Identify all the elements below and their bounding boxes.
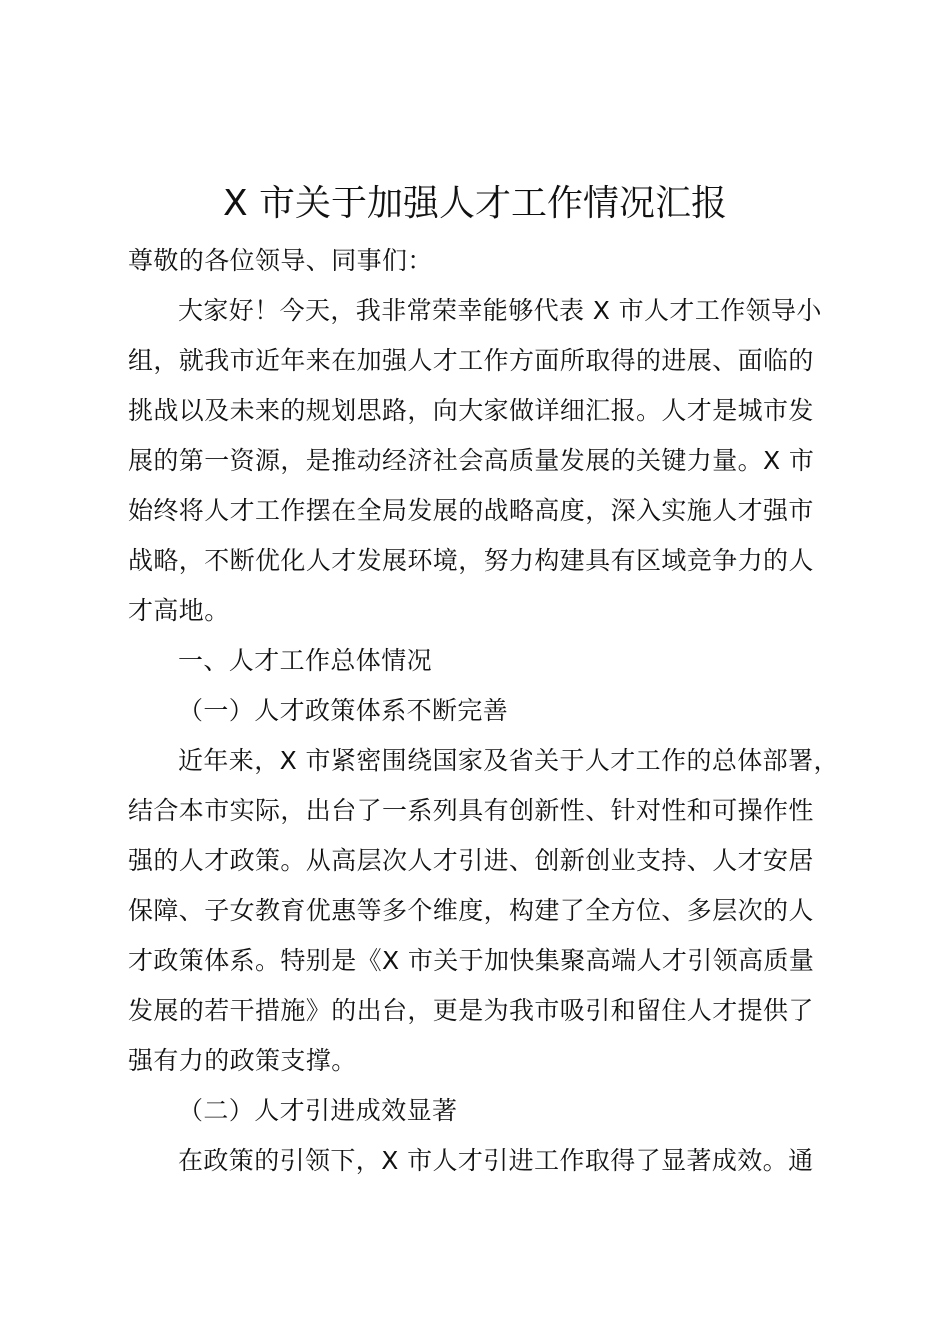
paragraph-line: 结合本市实际，出台了一系列具有创新性、针对性和可操作性 [128, 796, 814, 825]
paragraph-intro [128, 286, 838, 636]
subsection-heading: （二）人才引进成效显著 [178, 1096, 458, 1125]
document-title: X 市关于加强人才工作情况汇报 [222, 183, 728, 224]
paragraph-line: 展的第一资源，是推动经济社会高质量发展的关键力量。X 市 [128, 446, 815, 475]
paragraph-line: 挑战以及未来的规划思路，向大家做详细汇报。人才是城市发 [128, 396, 814, 425]
paragraph-line: 强的人才政策。从高层次人才引进、创新创业支持、人才安居 [128, 846, 814, 875]
paragraph-line: 始终将人才工作摆在全局发展的战略高度，深入实施人才强市 [128, 496, 814, 525]
paragraph-introduction-results [128, 1136, 838, 1186]
paragraph-line: 发展的若干措施》的出台，更是为我市吸引和留住人才提供了 [128, 996, 814, 1025]
paragraph-line: 在政策的引领下，X 市人才引进工作取得了显著成效。通 [178, 1146, 814, 1175]
paragraph-line: 保障、子女教育优惠等多个维度，构建了全方位、多层次的人 [128, 896, 814, 925]
paragraph-policy [128, 736, 838, 1086]
paragraph-line: 才政策体系。特别是《X 市关于加快集聚高端人才引领高质量 [128, 946, 815, 975]
paragraph-line: 组，就我市近年来在加强人才工作方面所取得的进展、面临的 [128, 346, 814, 375]
paragraph-line: 才高地。 [128, 596, 230, 625]
paragraph-line: 近年来，X 市紧密围绕国家及省关于人才工作的总体部署， [178, 746, 839, 775]
paragraph-line: 大家好！今天，我非常荣幸能够代表 X 市人才工作领导小 [178, 296, 822, 325]
paragraph-line: 强有力的政策支撑。 [128, 1046, 357, 1075]
salutation: 尊敬的各位领导、同事们： [128, 246, 433, 275]
document-body [128, 236, 838, 1186]
section-heading: 一、人才工作总体情况 [178, 646, 433, 675]
paragraph-line: 战略，不断优化人才发展环境，努力构建具有区域竞争力的人 [128, 546, 814, 575]
subsection-heading: （一）人才政策体系不断完善 [178, 696, 509, 725]
